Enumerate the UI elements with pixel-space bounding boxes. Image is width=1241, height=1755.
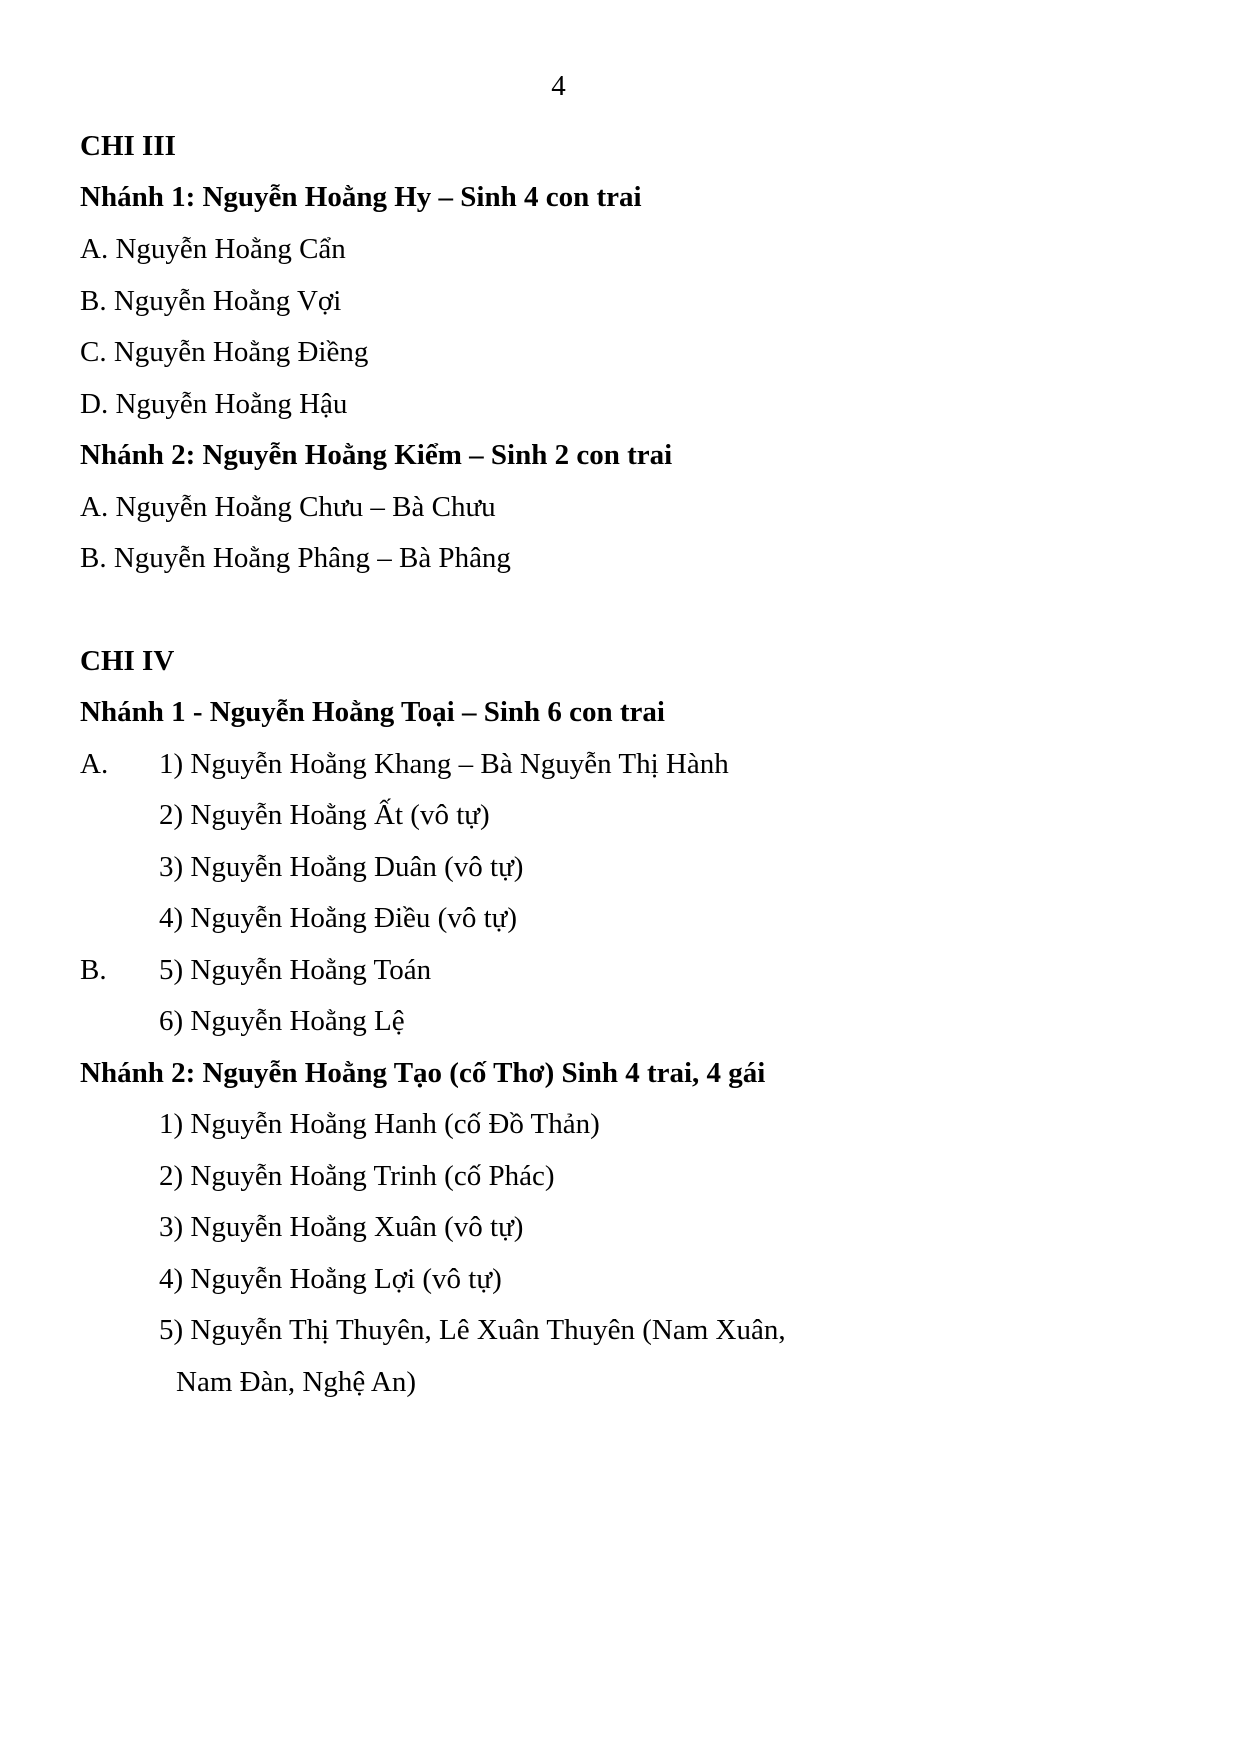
list-item: 4) Nguyễn Hoằng Lợi (vô tự)	[159, 1263, 502, 1295]
list-item-continuation: Nam Đàn, Nghệ An)	[176, 1366, 417, 1398]
chi-iv-branch-1-heading: Nhánh 1 - Nguyễn Hoằng Toại – Sinh 6 con trai	[80, 696, 665, 728]
list-item: 1) Nguyễn Hoằng Khang – Bà Nguyễn Thị Hành	[159, 748, 729, 780]
chi-iii-branch-1-heading: Nhánh 1: Nguyễn Hoằng Hy – Sinh 4 con trai	[80, 181, 642, 213]
list-item: 6) Nguyễn Hoằng Lệ	[159, 1005, 405, 1037]
list-item: 3) Nguyễn Hoằng Xuân (vô tự)	[159, 1211, 524, 1243]
page-number: 4	[551, 70, 566, 102]
list-item: 3) Nguyễn Hoằng Duân (vô tự)	[159, 851, 524, 883]
list-item: 2) Nguyễn Hoằng Ất (vô tự)	[159, 799, 490, 831]
chi-iii-heading: CHI III	[80, 130, 176, 162]
chi-iv-heading: CHI IV	[80, 645, 175, 677]
chi-iii-branch-2-heading: Nhánh 2: Nguyễn Hoằng Kiểm – Sinh 2 con trai	[80, 439, 673, 471]
list-item: 5) Nguyễn Hoằng Toán	[159, 954, 432, 986]
list-item: A. Nguyễn Hoằng Chưu – Bà Chưu	[80, 491, 496, 523]
list-item: B. Nguyễn Hoằng Vợi	[80, 285, 342, 317]
group-b-label: B.	[80, 954, 107, 986]
list-item: 5) Nguyễn Thị Thuyên, Lê Xuân Thuyên (Nam Xuân,	[159, 1314, 786, 1346]
list-item: 2) Nguyễn Hoằng Trinh (cố Phác)	[159, 1160, 555, 1192]
list-item: 1) Nguyễn Hoằng Hanh (cố Đồ Thản)	[159, 1108, 600, 1140]
list-item: 4) Nguyễn Hoằng Điều (vô tự)	[159, 902, 517, 934]
list-item: C. Nguyễn Hoằng Điềng	[80, 336, 369, 368]
list-item: B. Nguyễn Hoằng Phâng – Bà Phâng	[80, 542, 511, 574]
list-item: D. Nguyễn Hoằng Hậu	[80, 388, 348, 420]
chi-iv-branch-2-heading: Nhánh 2: Nguyễn Hoằng Tạo (cố Thơ) Sinh 4 trai, 4 gái	[80, 1057, 766, 1089]
list-item: A. Nguyễn Hoằng Cẩn	[80, 233, 346, 265]
group-a-label: A.	[80, 748, 109, 780]
